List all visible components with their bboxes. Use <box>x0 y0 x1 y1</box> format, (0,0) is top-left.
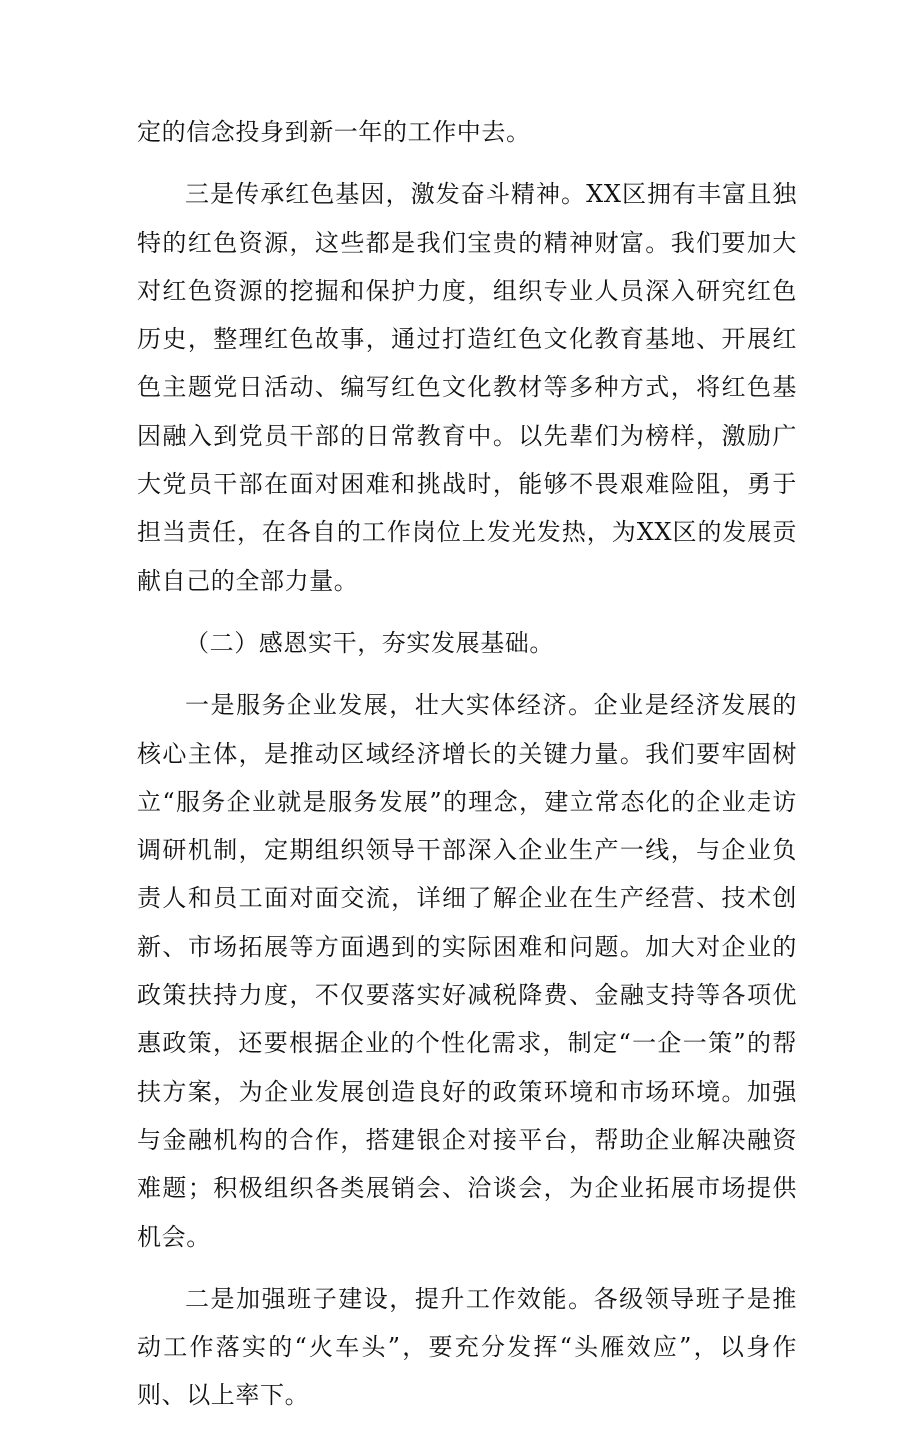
section-heading: （二）感恩实干，夯实发展基础。 <box>185 628 554 657</box>
paragraph-continuation: 定的信念投身到新一年的工作中去。 <box>137 118 531 146</box>
paragraph-serve-enterprises: 一是服务企业发展，壮大实体经济。企业是经济发展的核心主体，是推动区域经济增长的关键力量。我们要牢固树立“服务企业就是服务发展”的理念，建立常态化的企业走访调研机制，定期组织领导干部深入企业生产一线，与企业负责人和员工面对面交流，详细了解企业在生产经营、技术创新、市场拓展等方面遇到的实际困难和问题。加大对企业的政策扶持力度，不仅要落实好减税降费、金融支持等各项优惠政策，还要根据企业的个性化需求，制定“一企一策”的帮扶方案，为企业发展创造良好的政策环境和市场环境。加强与金融机构的合作，搭建银企对接平台，帮助企业解决融资难题；积极组织各类展销会、洽谈会，为企业拓展市场提供机会。 <box>137 691 797 1251</box>
document-body <box>137 108 797 1434</box>
paragraph-team-building: 二是加强班子建设，提升工作效能。各级领导班子是推动工作落实的“火车头”，要充分发挥“头雁效应”，以身作则、以上率下。 <box>137 1284 797 1410</box>
paragraph-red-gene: 三是传承红色基因，激发奋斗精神。XX区拥有丰富且独特的红色资源，这些都是我们宝贵的精神财富。我们要加大对红色资源的挖掘和保护力度，组织专业人员深入研究红色历史，整理红色故事，通过打造红色文化教育基地、开展红色主题党日活动、编写红色文化教材等多种方式，将红色基因融入到党员干部的日常教育中。以先辈们为榜样，激励广大党员干部在面对困难和挑战时，能够不畏艰难险阻，勇于担当责任，在各自的工作岗位上发光发热，为XX区的发展贡献自己的全部力量。 <box>137 180 797 595</box>
